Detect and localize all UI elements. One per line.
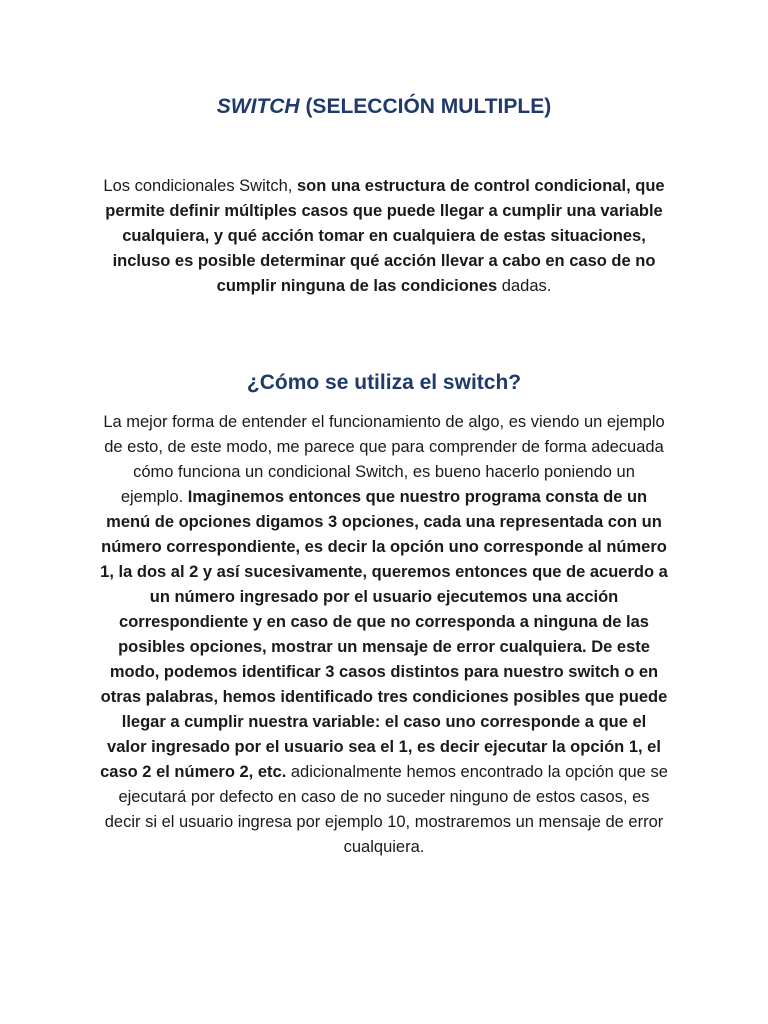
intro-bold-text: son una estructura de control condicional, que permite definir múltiples casos que puede llegar a cumplir una variable cualquiera, y qué acción tomar en cualquiera de estas situaciones, incluso es posible determinar qué acción llevar a cabo en caso de no cumplir ninguna de las condiciones	[105, 177, 665, 295]
intro-text-1: Los condicionales Switch,	[103, 177, 297, 195]
intro-text-2: dadas.	[497, 277, 552, 295]
title-rest: (SELECCIÓN MULTIPLE)	[299, 95, 552, 118]
section-heading: ¿Cómo se utiliza el switch?	[246, 371, 522, 394]
body-bold-text: Imaginemos entonces que nuestro programa consta de un menú de opciones digamos 3 opciones, cada una representada con un número correspondiente, es decir la opción uno corresponde al número 1, la dos al 2 y así sucesivamente, queremos entonces que de acuerdo a un número ingresado por el usuario ejecutemos una acción correspondiente y en caso de que no corresponda a ninguna de las posibles opciones, mostrar un mensaje de error cualquiera. De este modo, podemos identificar 3 casos distintos para nuestro switch o en otras palabras, hemos identificado tres condiciones posibles que puede llegar a cumplir nuestra variable: el caso uno corresponde a que el valor ingresado por el usuario sea el 1, es decir ejecutar la opción 1, el caso 2 el número 2, etc.	[100, 488, 668, 781]
page-title	[0, 92, 768, 122]
body-paragraph	[100, 410, 668, 860]
intro-paragraph	[100, 174, 668, 299]
title-italic-part: SWITCH	[216, 95, 300, 118]
body-text-2: adicionalmente hemos encontrado la opción que se ejecutará por defecto en caso de no suceder ninguno de estos casos, es decir si el usuario ingresa por ejemplo 10, mostraremos un mensaje de error cualquiera.	[104, 763, 668, 856]
body-text-1: La mejor forma de entender el funcionamiento de algo, es viendo un ejemplo de esto, de este modo, me parece que para comprender de forma adecuada cómo funciona un condicional Switch, es bueno hacerlo poniendo un ejemplo.	[103, 413, 665, 506]
